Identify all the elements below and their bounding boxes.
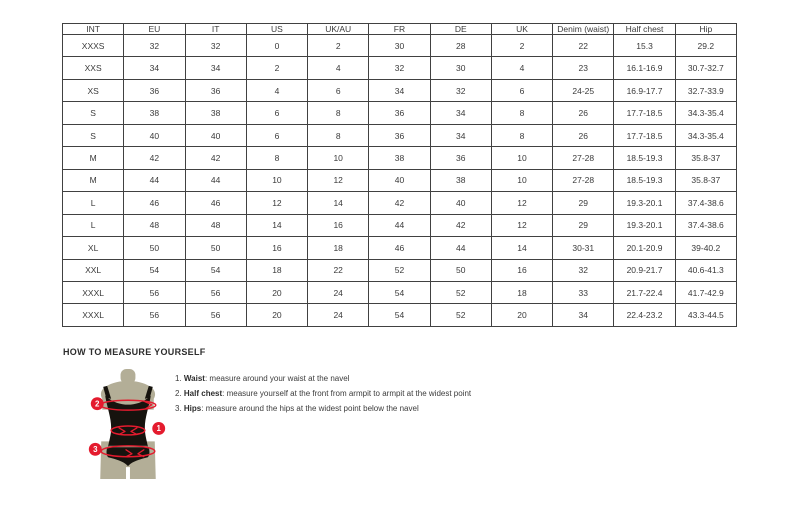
table-cell: 38 <box>124 102 185 124</box>
table-cell: 48 <box>185 214 246 236</box>
table-cell: 8 <box>308 124 369 146</box>
table-cell: 23 <box>553 57 614 79</box>
column-header: UK <box>491 24 552 35</box>
table-cell: 42 <box>430 214 491 236</box>
table-cell: 37.4-38.6 <box>675 214 736 236</box>
column-header: US <box>246 24 307 35</box>
table-row <box>63 35 737 57</box>
column-header: DE <box>430 24 491 35</box>
table-cell: 20 <box>246 304 307 327</box>
table-cell: 16.1-16.9 <box>614 57 675 79</box>
table-cell: 20 <box>491 304 552 327</box>
table-cell: 29 <box>553 214 614 236</box>
table-cell: 37.4-38.6 <box>675 192 736 214</box>
table-row <box>63 259 737 281</box>
instruction-number: 2. <box>175 389 184 398</box>
table-cell: XXXS <box>63 35 124 57</box>
table-cell: 18.5-19.3 <box>614 169 675 191</box>
table-cell: 40 <box>369 169 430 191</box>
table-cell: 38 <box>430 169 491 191</box>
table-cell: 6 <box>491 79 552 101</box>
table-cell: 27-28 <box>553 169 614 191</box>
column-header: Half chest <box>614 24 675 35</box>
header-row <box>63 24 737 35</box>
table-cell: 8 <box>308 102 369 124</box>
table-cell: 42 <box>185 147 246 169</box>
table-cell: 40.6-41.3 <box>675 259 736 281</box>
table-cell: 8 <box>246 147 307 169</box>
table-cell: XXL <box>63 259 124 281</box>
table-cell: 12 <box>246 192 307 214</box>
table-cell: 10 <box>246 169 307 191</box>
instruction-number: 1. <box>175 374 184 383</box>
table-cell: 44 <box>369 214 430 236</box>
table-cell: 54 <box>185 259 246 281</box>
table-cell: 22.4-23.2 <box>614 304 675 327</box>
table-cell: 34 <box>430 102 491 124</box>
table-cell: 38 <box>185 102 246 124</box>
table-cell: 4 <box>491 57 552 79</box>
table-cell: 34 <box>185 57 246 79</box>
table-cell: 40 <box>185 124 246 146</box>
waist-measure-badge <box>152 422 165 435</box>
table-cell: 35.8-37 <box>675 169 736 191</box>
table-cell: 28 <box>430 35 491 57</box>
table-cell: 44 <box>430 237 491 259</box>
table-row <box>63 147 737 169</box>
table-cell: 16 <box>246 237 307 259</box>
measure-instruction <box>175 386 471 401</box>
table-cell: 54 <box>369 281 430 303</box>
table-cell: XS <box>63 79 124 101</box>
table-cell: 24 <box>308 281 369 303</box>
column-header: UK/AU <box>308 24 369 35</box>
table-cell: 46 <box>369 237 430 259</box>
table-cell: 42 <box>369 192 430 214</box>
table-cell: 54 <box>369 304 430 327</box>
table-cell: 32 <box>553 259 614 281</box>
table-cell: 50 <box>185 237 246 259</box>
table-cell: 56 <box>124 281 185 303</box>
table-row <box>63 281 737 303</box>
table-cell: 8 <box>491 102 552 124</box>
table-cell: L <box>63 192 124 214</box>
measure-instruction <box>175 371 471 386</box>
measurement-figure-illustration <box>74 368 179 482</box>
table-cell: 44 <box>124 169 185 191</box>
table-row <box>63 102 737 124</box>
table-cell: 2 <box>491 35 552 57</box>
table-cell: 22 <box>553 35 614 57</box>
table-cell: 19.3-20.1 <box>614 192 675 214</box>
table-cell: 32 <box>430 79 491 101</box>
svg-text:2: 2 <box>95 399 100 409</box>
table-cell: 30-31 <box>553 237 614 259</box>
table-cell: S <box>63 102 124 124</box>
table-cell: 24-25 <box>553 79 614 101</box>
table-cell: 52 <box>369 259 430 281</box>
table-cell: 14 <box>246 214 307 236</box>
table-cell: 56 <box>124 304 185 327</box>
table-cell: 17.7-18.5 <box>614 102 675 124</box>
table-cell: 27-28 <box>553 147 614 169</box>
table-cell: 21.7-22.4 <box>614 281 675 303</box>
table-cell: 12 <box>491 192 552 214</box>
table-row <box>63 79 737 101</box>
table-cell: XL <box>63 237 124 259</box>
column-header: Hip <box>675 24 736 35</box>
table-cell: 50 <box>430 259 491 281</box>
table-cell: 36 <box>369 124 430 146</box>
table-cell: 52 <box>430 304 491 327</box>
table-row <box>63 124 737 146</box>
table-cell: 2 <box>308 35 369 57</box>
table-row <box>63 169 737 191</box>
column-header: IT <box>185 24 246 35</box>
table-cell: 32 <box>369 57 430 79</box>
table-cell: 40 <box>124 124 185 146</box>
table-row <box>63 57 737 79</box>
table-cell: 56 <box>185 281 246 303</box>
column-header: INT <box>63 24 124 35</box>
table-cell: 10 <box>308 147 369 169</box>
table-cell: 44 <box>185 169 246 191</box>
table-cell: 50 <box>124 237 185 259</box>
table-cell: 20.1-20.9 <box>614 237 675 259</box>
table-cell: 32 <box>185 35 246 57</box>
instruction-text: : measure around your waist at the navel <box>204 374 350 383</box>
table-cell: 12 <box>491 214 552 236</box>
instruction-text: : measure yourself at the front from armpit to armpit at the widest point <box>222 389 472 398</box>
table-cell: 14 <box>491 237 552 259</box>
table-row <box>63 237 737 259</box>
instruction-number: 3. <box>175 404 184 413</box>
table-cell: 30 <box>430 57 491 79</box>
table-cell: 42 <box>124 147 185 169</box>
table-cell: 16.9-17.7 <box>614 79 675 101</box>
svg-text:1: 1 <box>156 424 161 434</box>
table-cell: M <box>63 169 124 191</box>
table-cell: 18 <box>246 259 307 281</box>
table-cell: 12 <box>308 169 369 191</box>
column-header: FR <box>369 24 430 35</box>
table-cell: 33 <box>553 281 614 303</box>
table-cell: 54 <box>124 259 185 281</box>
table-cell: 34 <box>124 57 185 79</box>
table-cell: 35.8-37 <box>675 147 736 169</box>
table-cell: 4 <box>246 79 307 101</box>
table-cell: S <box>63 124 124 146</box>
instruction-label: Waist <box>183 374 205 383</box>
table-cell: 32.7-33.9 <box>675 79 736 101</box>
table-cell: 41.7-42.9 <box>675 281 736 303</box>
table-cell: XXS <box>63 57 124 79</box>
table-cell: 38 <box>369 147 430 169</box>
table-cell: 56 <box>185 304 246 327</box>
table-cell: 29 <box>553 192 614 214</box>
table-cell: 8 <box>491 124 552 146</box>
table-cell: 17.7-18.5 <box>614 124 675 146</box>
table-cell: 24 <box>308 304 369 327</box>
table-cell: 18 <box>491 281 552 303</box>
table-cell: 32 <box>124 35 185 57</box>
table-cell: 34 <box>369 79 430 101</box>
svg-text:3: 3 <box>93 445 98 455</box>
table-cell: XXXL <box>63 281 124 303</box>
table-cell: 46 <box>124 192 185 214</box>
chest-measure-badge <box>91 397 104 410</box>
table-cell: 30 <box>369 35 430 57</box>
table-cell: 43.3-44.5 <box>675 304 736 327</box>
table-cell: 22 <box>308 259 369 281</box>
table-cell: 36 <box>430 147 491 169</box>
table-cell: 10 <box>491 147 552 169</box>
column-header: EU <box>124 24 185 35</box>
table-cell: 26 <box>553 124 614 146</box>
measure-instruction <box>175 401 471 416</box>
table-cell: 6 <box>246 102 307 124</box>
size-chart-table <box>62 23 737 327</box>
hip-measure-badge <box>89 443 102 456</box>
table-row <box>63 192 737 214</box>
table-cell: 2 <box>246 57 307 79</box>
table-cell: M <box>63 147 124 169</box>
table-cell: L <box>63 214 124 236</box>
table-cell: 48 <box>124 214 185 236</box>
table-cell: 30.7-32.7 <box>675 57 736 79</box>
table-cell: 36 <box>124 79 185 101</box>
column-header: Denim (waist) <box>553 24 614 35</box>
table-cell: 16 <box>491 259 552 281</box>
section-title: HOW TO MEASURE YOURSELF <box>63 347 206 357</box>
table-cell: 36 <box>185 79 246 101</box>
table-cell: 46 <box>185 192 246 214</box>
table-cell: 14 <box>308 192 369 214</box>
table-cell: 18 <box>308 237 369 259</box>
table-cell: 20 <box>246 281 307 303</box>
table-cell: 39-40.2 <box>675 237 736 259</box>
measure-instructions <box>175 371 471 416</box>
table-row <box>63 304 737 327</box>
table-cell: 20.9-21.7 <box>614 259 675 281</box>
table-cell: 26 <box>553 102 614 124</box>
table-cell: 34 <box>430 124 491 146</box>
table-cell: 15.3 <box>614 35 675 57</box>
table-cell: 19.3-20.1 <box>614 214 675 236</box>
table-cell: 34.3-35.4 <box>675 102 736 124</box>
table-cell: 6 <box>308 79 369 101</box>
table-cell: 52 <box>430 281 491 303</box>
table-row <box>63 214 737 236</box>
table-cell: 16 <box>308 214 369 236</box>
table-cell: 29.2 <box>675 35 736 57</box>
table-cell: 4 <box>308 57 369 79</box>
table-cell: 10 <box>491 169 552 191</box>
table-cell: 34.3-35.4 <box>675 124 736 146</box>
table-cell: XXXL <box>63 304 124 327</box>
table-cell: 34 <box>553 304 614 327</box>
table-cell: 40 <box>430 192 491 214</box>
instruction-label: Half chest <box>183 389 223 398</box>
instruction-label: Hips <box>183 404 202 413</box>
table-cell: 18.5-19.3 <box>614 147 675 169</box>
table-cell: 0 <box>246 35 307 57</box>
table-cell: 36 <box>369 102 430 124</box>
instruction-text: : measure around the hips at the widest point below the navel <box>201 404 419 413</box>
table-cell: 6 <box>246 124 307 146</box>
